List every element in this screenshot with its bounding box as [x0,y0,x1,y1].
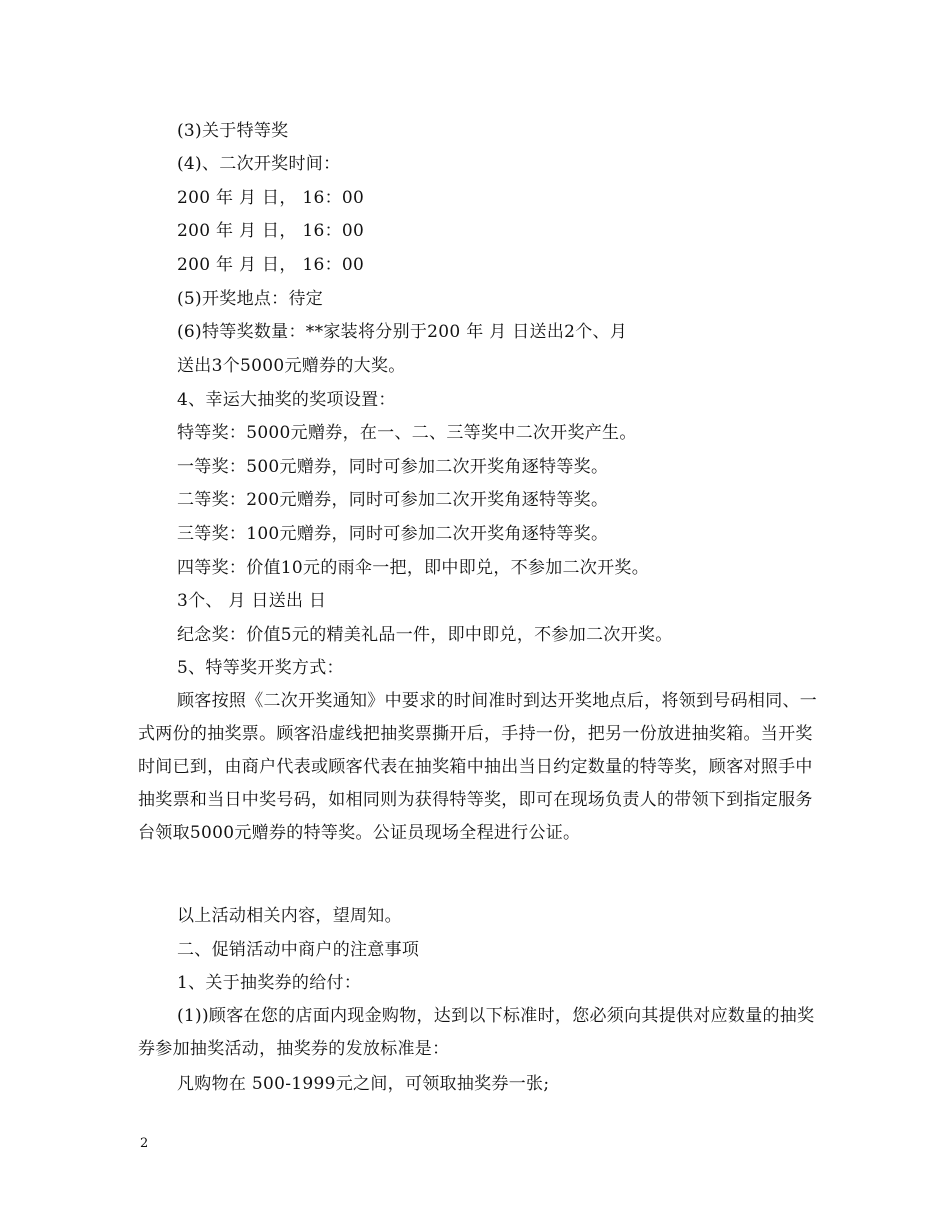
text-line: 凡购物在 500-1999元之间，可领取抽奖券一张; [177,1074,550,1094]
text-line: 1、关于抽奖券的给付： [177,973,362,993]
paragraph-text: (1))顾客在您的店面内现金购物，达到以下标准时，您必须向其提供对应数量的抽奖券参加抽奖活动，抽奖券的发放标准是： [138,1006,815,1059]
text-line: (4)、二次开奖时间： [177,154,341,174]
page-number: 2 [140,1136,149,1151]
text-line: (6)特等奖数量：**家装将分别于200 年 月 日送出2个、月 [177,322,628,342]
text-line: 3个、 月 日送出 日 [177,591,327,611]
text-line: (3)关于特等奖 [177,121,289,141]
text-line: 以上活动相关内容，望周知。 [177,906,402,926]
text-line: 二、促销活动中商户的注意事项 [177,940,420,960]
text-line: 二等奖：200元赠券，同时可参加二次开奖角逐特等奖。 [177,490,609,510]
text-line: 特等奖：5000元赠券，在一、二、三等奖中二次开奖产生。 [177,423,637,443]
text-line: 送出3个5000元赠券的大奖。 [177,356,406,376]
text-line: 200 年 月 日， 16：00 [177,255,365,275]
paragraph [138,1000,818,1066]
text-line: 三等奖：100元赠券，同时可参加二次开奖角逐特等奖。 [177,524,609,544]
text-line: 纪念奖：价值5元的精美礼品一件，即中即兑，不参加二次开奖。 [177,625,673,645]
text-line: 4、幸运大抽奖的奖项设置： [177,390,396,410]
text-line: 200 年 月 日， 16：00 [177,188,365,208]
paragraph-text: 顾客按照《二次开奖通知》中要求的时间准时到达开奖地点后，将领到号码相同、一式两份的抽奖票。顾客沿虚线把抽奖票撕开后，手持一份，把另一份放进抽奖箱。当开奖时间已到，由商户代表或顾客代表在抽奖箱中抽出当日约定数量的特等奖，顾客对照手中抽奖票和当日中奖号码，如相同则为获得特等奖，即可在现场负责人的带领下到指定服务台领取5000元赠券的特等奖。公证员现场全程进行公证。 [138,691,818,843]
text-line: 5、特等奖开奖方式： [177,658,344,678]
text-line: 一等奖：500元赠券，同时可参加二次开奖角逐特等奖。 [177,457,609,477]
paragraph [138,685,818,850]
text-line: 200 年 月 日， 16：00 [177,221,365,241]
text-line: 四等奖：价值10元的雨伞一把，即中即兑，不参加二次开奖。 [177,558,650,578]
text-line: (5)开奖地点：待定 [177,289,324,309]
